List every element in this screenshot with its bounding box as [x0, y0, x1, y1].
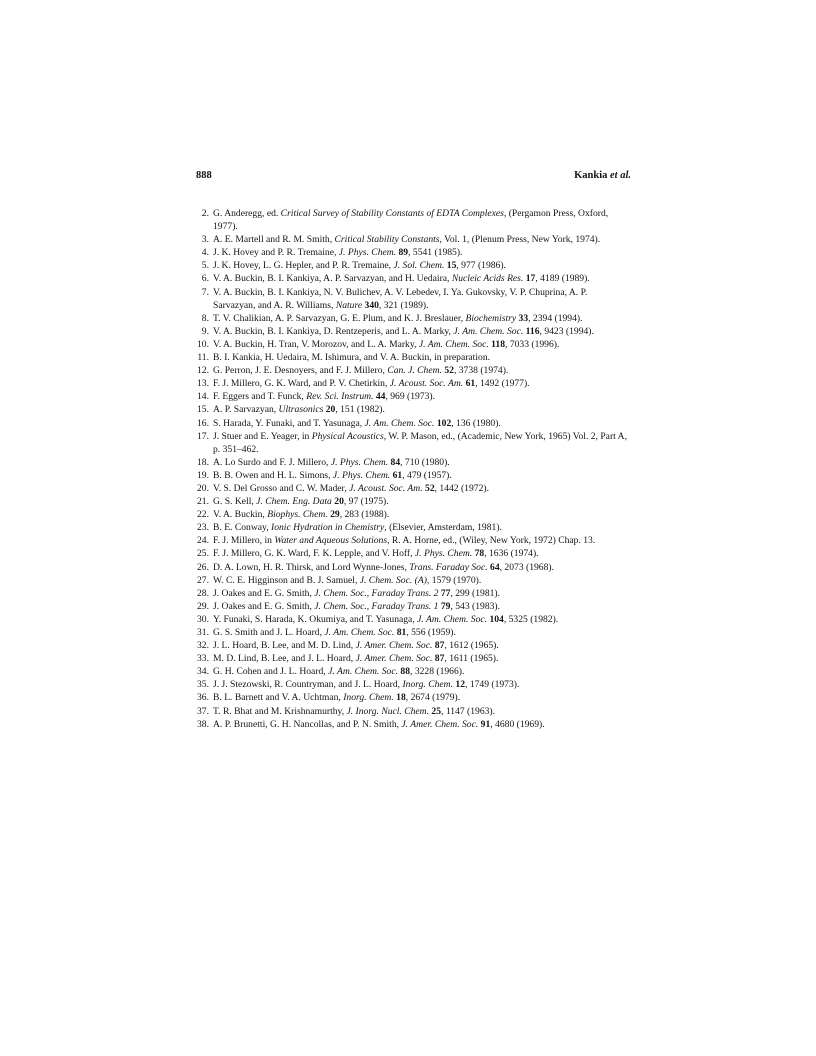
- reference-volume: 118: [491, 338, 506, 350]
- reference-segment: , R. A. Horne, ed., (Wiley, New York, 1972) Chap. 13.: [387, 535, 596, 547]
- reference-segment: , 1579 (1970).: [426, 574, 482, 586]
- reference-source: J. Amer. Chem. Soc.: [401, 718, 479, 730]
- reference-text: [213, 390, 631, 403]
- reference-segment: , 283 (1988).: [339, 509, 390, 521]
- reference-text: [213, 417, 631, 430]
- reference-segment: , 2674 (1979).: [405, 692, 461, 704]
- reference-segment: , 1636 (1974).: [484, 548, 539, 560]
- reference-number: 12.: [197, 365, 209, 377]
- reference-number: 34.: [197, 666, 209, 678]
- reference-text: [213, 718, 631, 731]
- reference-segment: , 9423 (1994).: [539, 325, 594, 337]
- reference-source: J. Am. Chem. Soc.: [364, 417, 435, 429]
- reference-segment: A. Lo Surdo and F. J. Millero,: [213, 456, 331, 468]
- reference-source: Critical Stability Constants: [334, 234, 440, 246]
- reference-segment: Y. Funaki, S. Harada, K. Okumiya, and T. Yasunaga,: [213, 613, 418, 625]
- reference-item: [196, 325, 631, 338]
- reference-volume: 17: [525, 273, 536, 285]
- reference-segment: G. S. Smith and J. L. Hoard,: [213, 627, 325, 638]
- reference-segment: , 3738 (1974).: [453, 365, 509, 377]
- reference-segment: V. A. Buckin, H. Tran, V. Morozov, and L. A. Marky,: [213, 338, 419, 350]
- reference-text: [213, 272, 631, 285]
- reference-text: [213, 430, 631, 456]
- reference-item: [196, 508, 631, 521]
- reference-text: [213, 639, 631, 652]
- reference-segment: , 479 (1957).: [402, 469, 452, 481]
- reference-volume: 116: [525, 325, 540, 337]
- reference-number: 26.: [197, 561, 209, 573]
- reference-segment: , 2394 (1994).: [528, 312, 583, 324]
- reference-segment: , W. P. Mason, ed., (Academic, New York, 1965) Vol. 2, Part A, p. 351–462.: [213, 430, 627, 455]
- reference-text: [213, 469, 631, 482]
- reference-source: Can. J. Chem.: [387, 365, 442, 377]
- reference-segment: A. E. Martell and R. M. Smith,: [213, 234, 335, 246]
- reference-source: J. Chem. Soc., Faraday Trans. 1: [314, 600, 439, 612]
- reference-volume: 52: [425, 482, 435, 494]
- reference-number: 20.: [197, 482, 209, 494]
- reference-volume: 29: [330, 509, 340, 521]
- reference-item: [196, 495, 631, 508]
- reference-text: [213, 325, 631, 338]
- reference-item: [196, 534, 631, 547]
- reference-number: 9.: [201, 325, 209, 337]
- reference-text: [213, 574, 631, 587]
- reference-source: J. Inorg. Nucl. Chem.: [346, 705, 430, 717]
- reference-item: [196, 678, 631, 691]
- reference-item: [196, 652, 631, 665]
- reference-number: 7.: [201, 286, 209, 298]
- reference-source: J. Phys. Chem.: [330, 456, 389, 468]
- reference-source: J. Am. Chem. Soc.: [418, 338, 489, 350]
- reference-source: Water and Aqueous Solutions: [274, 535, 388, 547]
- reference-segment: , 1442 (1972).: [434, 482, 489, 494]
- reference-source: J. Am. Chem. Soc.: [417, 613, 488, 625]
- reference-item: [196, 233, 631, 246]
- reference-volume: 33: [518, 312, 529, 324]
- reference-volume: 79: [440, 600, 451, 612]
- reference-text: [213, 377, 631, 390]
- reference-item: [196, 430, 631, 456]
- reference-item: [196, 613, 631, 626]
- reference-text: [213, 338, 631, 351]
- reference-source: Biochemistry: [465, 312, 517, 324]
- reference-source: Ultrasonics: [278, 404, 324, 416]
- reference-segment: , 710 (1980).: [400, 456, 450, 468]
- reference-source: J. Phys. Chem.: [414, 548, 473, 560]
- reference-item: [196, 351, 631, 364]
- reference-number: 6.: [201, 273, 209, 285]
- page-header: [196, 170, 631, 184]
- page-number: 888: [196, 170, 212, 181]
- reference-item: [196, 600, 631, 613]
- reference-text: [213, 691, 631, 704]
- reference-volume: 87: [434, 653, 445, 665]
- reference-volume: 340: [364, 299, 379, 311]
- reference-number: 10.: [197, 338, 209, 350]
- reference-text: [213, 534, 631, 547]
- reference-segment: J. J. Stezowski, R. Countryman, and J. L. Hoard,: [213, 679, 403, 691]
- reference-item: [196, 403, 631, 416]
- reference-item: [196, 338, 631, 351]
- reference-volume: 61: [465, 378, 476, 390]
- reference-volume: 52: [444, 365, 454, 377]
- reference-source: Critical Survey of Stability Constants of EDTA Complexes: [280, 208, 504, 219]
- reference-segment: , 4189 (1989).: [535, 273, 590, 285]
- reference-volume: 87: [434, 640, 445, 652]
- reference-volume: 91: [480, 718, 491, 730]
- reference-number: 28.: [197, 587, 209, 599]
- reference-segment: G. Anderegg, ed.: [213, 208, 281, 219]
- reference-item: [196, 417, 631, 430]
- reference-text: [213, 207, 631, 233]
- reference-text: [213, 652, 631, 665]
- reference-segment: , 543 (1983).: [450, 600, 501, 612]
- reference-segment: S. Harada, Y. Funaki, and T. Yasunaga,: [213, 417, 365, 429]
- running-head: [574, 170, 631, 181]
- reference-number: 24.: [197, 535, 209, 547]
- running-head-etal: et al.: [610, 170, 631, 181]
- reference-source: J. Phys. Chem.: [332, 469, 391, 481]
- reference-segment: J. K. Hovey, L. G. Hepler, and P. R. Tremaine,: [213, 260, 394, 272]
- reference-source: Rev. Sci. Instrum.: [306, 391, 374, 403]
- reference-number: 27.: [197, 574, 209, 586]
- reference-item: [196, 574, 631, 587]
- reference-source: Inorg. Chem.: [402, 679, 454, 691]
- reference-volume: 102: [436, 417, 452, 429]
- reference-volume: 89: [398, 247, 409, 259]
- reference-item: [196, 482, 631, 495]
- reference-source: J. Amer. Chem. Soc.: [355, 640, 433, 652]
- reference-segment: J. Oakes and E. G. Smith,: [213, 600, 315, 612]
- reference-volume: 78: [474, 548, 485, 560]
- reference-text: [213, 508, 631, 521]
- reference-text: [213, 547, 631, 560]
- reference-segment: , 556 (1959).: [406, 627, 456, 638]
- reference-segment: B. E. Conway,: [213, 522, 272, 534]
- reference-segment: D. A. Lown, H. R. Thirsk, and Lord Wynne-Jones,: [213, 561, 410, 573]
- reference-text: [213, 705, 631, 718]
- reference-source: Trans. Faraday Soc.: [409, 561, 488, 573]
- reference-volume: 104: [489, 613, 504, 625]
- reference-segment: , 7033 (1996).: [505, 338, 560, 350]
- reference-number: 36.: [197, 692, 209, 704]
- reference-segment: , 969 (1973).: [385, 391, 436, 403]
- reference-number: 25.: [197, 548, 209, 560]
- reference-item: [196, 561, 631, 574]
- reference-item: [196, 312, 631, 325]
- reference-segment: , 5325 (1982).: [503, 613, 559, 625]
- reference-number: 15.: [197, 404, 209, 416]
- reference-text: [213, 665, 631, 678]
- reference-source: J. Phys. Chem.: [338, 247, 397, 259]
- reference-source: J. Sol. Chem.: [393, 260, 445, 272]
- reference-segment: , 97 (1975).: [343, 496, 389, 508]
- reference-number: 13.: [197, 378, 209, 390]
- reference-number: 29.: [197, 600, 209, 612]
- reference-number: 38.: [197, 718, 209, 730]
- reference-text: [213, 259, 631, 272]
- reference-number: 18.: [197, 456, 209, 468]
- reference-item: [196, 691, 631, 704]
- reference-text: [213, 613, 631, 626]
- reference-text: [213, 626, 631, 639]
- reference-segment: G. H. Cohen and J. L. Hoard,: [213, 666, 329, 678]
- reference-item: [196, 286, 631, 312]
- reference-number: 30.: [197, 613, 209, 625]
- reference-segment: , Vol. 1, (Plenum Press, New York, 1974).: [439, 234, 601, 246]
- reference-item: [196, 207, 631, 233]
- reference-source: Inorg. Chem.: [343, 692, 394, 704]
- reference-item: [196, 718, 631, 731]
- reference-volume: 44: [375, 391, 386, 403]
- reference-source: J. Acoust. Soc. Am.: [389, 378, 464, 390]
- reference-volume: 20: [325, 404, 336, 416]
- reference-segment: B. B. Owen and H. L. Simons,: [213, 469, 333, 481]
- reference-segment: J. Stuer and E. Yeager, in: [213, 430, 312, 442]
- reference-segment: W. C. E. Higginson and B. J. Samuel,: [213, 574, 360, 586]
- reference-item: [196, 521, 631, 534]
- reference-segment: V. A. Buckin, B. I. Kankiya, N. V. Bulichev, A. V. Lebedev, I. Ya. Gukovsky, V. P. Chuprina, A. P. Sarvazyan, and A. R. Williams,: [213, 286, 588, 311]
- reference-segment: , (Pergamon Press, Oxford, 1977).: [213, 208, 609, 233]
- reference-volume: 61: [392, 469, 403, 481]
- reference-segment: A. P. Brunetti, G. H. Nancollas, and P. N. Smith,: [213, 718, 402, 730]
- reference-item: [196, 246, 631, 259]
- reference-list: [196, 207, 631, 731]
- reference-segment: B. I. Kankia, H. Uedaira, M. Ishimura, and V. A. Buckin, in preparation.: [213, 352, 491, 364]
- reference-segment: , 1611 (1965).: [444, 653, 499, 665]
- reference-text: [213, 403, 631, 416]
- reference-text: [213, 456, 631, 469]
- reference-item: [196, 626, 631, 639]
- reference-segment: , 2073 (1968).: [499, 561, 554, 573]
- reference-text: [213, 286, 631, 312]
- reference-item: [196, 364, 631, 377]
- reference-text: [213, 678, 631, 691]
- reference-source: Nature: [335, 299, 363, 311]
- reference-volume: 20: [334, 496, 344, 508]
- reference-text: [213, 246, 631, 259]
- reference-number: 16.: [197, 417, 209, 429]
- reference-segment: , 1492 (1977).: [475, 378, 530, 390]
- reference-source: J. Am. Chem. Soc.: [453, 325, 524, 337]
- reference-segment: J. Oakes and E. G. Smith,: [213, 587, 315, 599]
- reference-segment: M. D. Lind, B. Lee, and J. L. Hoard,: [213, 653, 356, 665]
- reference-segment: B. L. Barnett and V. A. Uchtman,: [213, 692, 344, 704]
- reference-source: J. Chem. Eng. Data: [256, 496, 332, 508]
- reference-item: [196, 587, 631, 600]
- reference-volume: 15: [446, 260, 457, 272]
- reference-number: 23.: [197, 522, 209, 534]
- reference-segment: , 4680 (1969).: [490, 718, 545, 730]
- reference-source: J. Acoust. Soc. Am.: [349, 482, 423, 494]
- reference-segment: F. Eggers and T. Funck,: [213, 391, 307, 403]
- reference-segment: T. R. Bhat and M. Krishnamurthy,: [213, 705, 347, 717]
- reference-source: Ionic Hydration in Chemistry: [271, 522, 385, 534]
- reference-item: [196, 377, 631, 390]
- reference-segment: , 1147 (1963).: [441, 705, 496, 717]
- reference-number: 5.: [201, 260, 209, 272]
- reference-segment: F. J. Millero, in: [213, 535, 275, 547]
- reference-number: 37.: [197, 705, 209, 717]
- reference-text: [213, 561, 631, 574]
- reference-segment: , 1749 (1973).: [465, 679, 520, 691]
- reference-number: 8.: [201, 312, 209, 324]
- reference-item: [196, 705, 631, 718]
- reference-segment: , 977 (1986).: [456, 260, 506, 272]
- reference-number: 35.: [197, 679, 209, 691]
- reference-volume: 12: [455, 679, 466, 691]
- reference-item: [196, 456, 631, 469]
- reference-volume: 77: [440, 587, 451, 599]
- reference-text: [213, 312, 631, 325]
- reference-number: 21.: [197, 496, 209, 508]
- reference-item: [196, 665, 631, 678]
- reference-text: [213, 233, 631, 246]
- reference-segment: G. Perron, J. E. Desnoyers, and F. J. Millero,: [213, 365, 388, 377]
- reference-source: J. Amer. Chem. Soc.: [355, 653, 433, 665]
- reference-text: [213, 495, 631, 508]
- reference-segment: , 151 (1982).: [335, 404, 385, 416]
- reference-number: 22.: [197, 509, 209, 521]
- reference-segment: J. K. Hovey and P. R. Tremaine,: [213, 247, 339, 259]
- reference-source: Biophys. Chem.: [267, 509, 328, 521]
- reference-segment: A. P. Sarvazyan,: [213, 404, 279, 416]
- reference-item: [196, 639, 631, 652]
- reference-text: [213, 482, 631, 495]
- reference-source: J. Chem. Soc., Faraday Trans. 2: [314, 587, 439, 599]
- reference-segment: , (Elsevier, Amsterdam, 1981).: [384, 522, 502, 534]
- reference-item: [196, 390, 631, 403]
- reference-segment: F. J. Millero, G. K. Ward, F. K. Lepple, and V. Hoff,: [213, 548, 415, 560]
- reference-item: [196, 469, 631, 482]
- reference-segment: V. A. Buckin, B. I. Kankiya, D. Rentzeperis, and L. A. Marky,: [213, 325, 454, 337]
- reference-source: J. Am. Chem. Soc.: [328, 666, 399, 678]
- reference-text: [213, 364, 631, 377]
- reference-text: [213, 600, 631, 613]
- reference-volume: 84: [390, 456, 401, 468]
- reference-number: 19.: [197, 469, 209, 481]
- reference-segment: , 3228 (1966).: [410, 666, 465, 678]
- reference-item: [196, 272, 631, 285]
- reference-segment: F. J. Millero, G. K. Ward, and P. V. Chetirkin,: [213, 378, 390, 390]
- reference-number: 32.: [197, 640, 209, 652]
- reference-number: 2.: [201, 208, 209, 219]
- reference-segment: , 1612 (1965).: [444, 640, 499, 652]
- reference-segment: , 5541 (1985).: [408, 247, 463, 259]
- reference-volume: 88: [400, 666, 411, 678]
- reference-source: J. Am. Chem. Soc.: [324, 627, 395, 638]
- reference-item: [196, 259, 631, 272]
- reference-number: 4.: [201, 247, 209, 259]
- reference-text: [213, 587, 631, 600]
- reference-segment: G. S. Kell,: [213, 496, 257, 508]
- reference-text: [213, 521, 631, 534]
- reference-number: 3.: [201, 234, 209, 246]
- reference-item: [196, 547, 631, 560]
- reference-volume: 18: [396, 692, 406, 704]
- reference-segment: V. A. Buckin,: [213, 509, 268, 521]
- reference-source: Nucleic Acids Res.: [451, 273, 524, 285]
- reference-source: Physical Acoustics: [311, 430, 384, 442]
- reference-volume: 25: [431, 705, 442, 717]
- reference-number: 17.: [197, 430, 209, 442]
- reference-number: 33.: [197, 653, 209, 665]
- reference-segment: V. A. Buckin, B. I. Kankiya, A. P. Sarvazyan, and H. Uedaira,: [213, 273, 452, 285]
- reference-volume: 64: [490, 561, 500, 573]
- reference-number: 31.: [197, 627, 209, 638]
- reference-segment: , 136 (1980).: [451, 417, 501, 429]
- reference-segment: V. S. Del Grosso and C. W. Mader,: [213, 482, 350, 494]
- reference-text: [213, 351, 631, 364]
- reference-source: J. Chem. Soc. (A): [359, 574, 427, 586]
- reference-segment: , 299 (1981).: [450, 587, 501, 599]
- reference-number: 11.: [197, 352, 209, 364]
- reference-segment: , 321 (1989).: [378, 299, 429, 311]
- reference-volume: 81: [396, 627, 407, 638]
- reference-number: 14.: [197, 391, 209, 403]
- reference-segment: J. L. Hoard, B. Lee, and M. D. Lind,: [213, 640, 356, 652]
- running-head-authors: Kankia: [574, 170, 610, 181]
- reference-segment: T. V. Chalikian, A. P. Sarvazyan, G. E. Plum, and K. J. Breslauer,: [213, 312, 466, 324]
